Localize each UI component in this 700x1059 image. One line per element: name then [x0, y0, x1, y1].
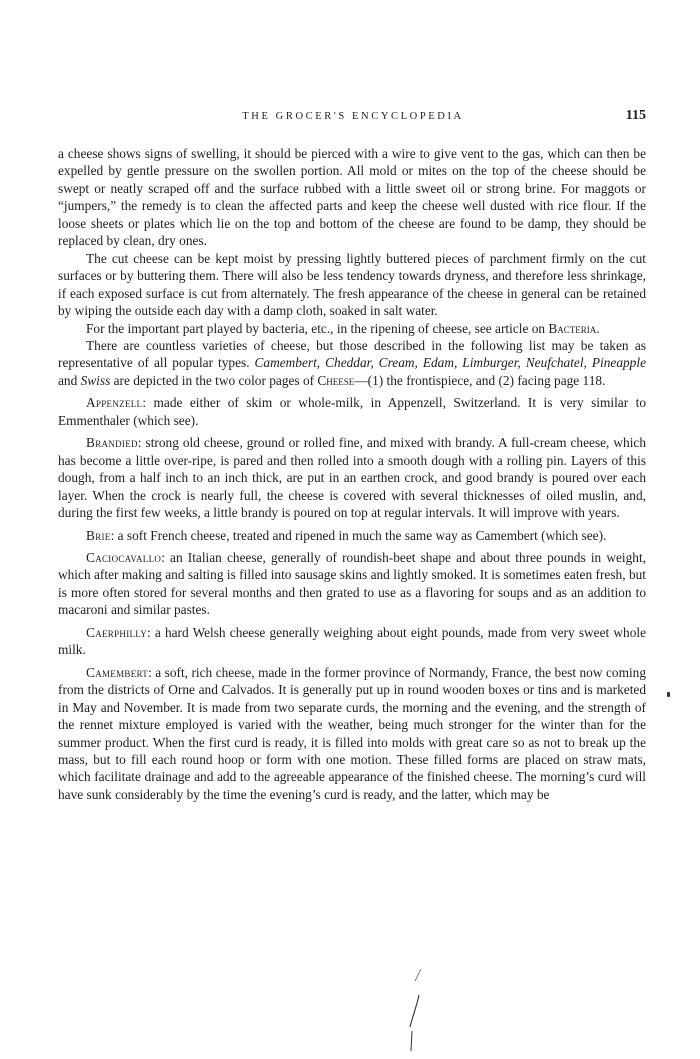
cross-reference-cheese: Cheese	[317, 372, 355, 388]
cheese-type-list: Camembert, Cheddar, Cream, Edam, Limburger, Neufchatel, Pineapple	[254, 355, 646, 371]
intro-paragraph-2: The cut cheese can be kept moist by pressing lightly buttered pieces of parchment firmly on the cut surfaces or by buttering them. There will also be less tendency towards dryness, and therefore less shrinkage, if each exposed surface is cut from alternately. The fresh appearance of the cheese in general can be retained by wiping the outside each day with a damp cloth, soaked in salt water.	[58, 250, 646, 319]
pencil-scribble	[395, 965, 435, 1055]
entry-camembert	[58, 664, 646, 804]
intro-p3-end: .	[596, 320, 600, 336]
intro-paragraph-1: a cheese shows signs of swelling, it should be pierced with a wire to give vent to the gas, which can then be expelled by gentle pressure on the swollen portion. All mold or mites on the top of the cheese should be swept or neatly scraped off and the surface rubbed with a little sweet oil or strong brine. For maggots or “jumpers,” the remedy is to clean the affected parts and keep the cheese well dusted with rice flour. If the loose sheets or plates which lie on the top and bottom of the cheese are found to be damp, they should be replaced by clean, dry ones.	[58, 146, 646, 249]
body-text	[58, 145, 646, 803]
intro-p3-text: For the important part played by bacteria, etc., in the ripening of cheese, see article on	[86, 320, 549, 336]
entry-appenzell	[58, 394, 646, 429]
running-head	[58, 108, 648, 128]
entry-term: Camembert	[86, 664, 149, 680]
entry-text: : a hard Welsh cheese generally weighing about eight pounds, made from very sweet whole milk.	[58, 624, 646, 658]
entry-term: Caerphilly	[86, 624, 147, 640]
cross-reference-bacteria: Bacteria	[548, 320, 597, 336]
entry-brie	[58, 527, 646, 544]
entry-text: : a soft, rich cheese, made in the former province of Normandy, France, the best now coming from the districts of Orne and Calvados. It is generally put up in round wooden boxes or tins and is marketed in May and November. It is made from two separate curds, the morning and the evening, and the strength of the rennet mixture employed is varied with the weather, being much stronger for the winter than for the summer product. When the first curd is ready, it is filled into molds with great care so as not to break up the mass, but to fill each round hoop or form with one motion. These filled forms are placed on straw mats, which facilitate drainage and add to the agreeable appearance of the finished cheese. The morning’s curd will have sunk considerably by the time the evening’s curd is ready, and the latter, which may be	[58, 664, 646, 802]
entry-term: Brandied	[86, 435, 138, 451]
intro-p4-end: —(1) the frontispiece, and (2) facing page 118.	[354, 372, 606, 388]
intro-paragraph-4	[58, 337, 646, 389]
entry-term: Caciocavallo	[86, 549, 162, 565]
page-number: 115	[625, 108, 646, 123]
cheese-type-swiss: Swiss	[80, 372, 111, 388]
entry-caciocavallo	[58, 549, 646, 619]
entry-caerphilly	[58, 624, 646, 659]
entry-term: Brie	[86, 527, 111, 543]
entry-text: : strong old cheese, ground or rolled fine, and mixed with brandy. A full-cream cheese, which has become a little over-ripe, is pared and then rolled into a smooth dough with a rolling pin. Layers of this dough, from a half inch to an inch thick, are put in an earthen crock, and good brandy is poured over each layer. When the crock is nearly full, the cheese is covered with several thicknesses of oiled muslin, and, during the first few weeks, a little brandy is poured on top at regular intervals. It will improve with years.	[58, 435, 646, 521]
entry-text: : a soft French cheese, treated and ripened in much the same way as Camembert (which see).	[110, 527, 607, 543]
intro-p4-middle: are depicted in the two color pages of	[110, 372, 318, 388]
margin-mark	[667, 692, 670, 697]
running-title: THE GROCER'S ENCYCLOPEDIA	[242, 111, 464, 122]
entry-text: : made either of skim or whole-milk, in Appenzell, Switzerland. It is very similar to Emmenthaler (which see).	[58, 395, 646, 428]
intro-p4-text: There are countless varieties of cheese, but those described in the following list may be taken as representative of all popular types.	[58, 337, 646, 371]
entry-term: Appenzell	[86, 395, 143, 411]
entry-brandied	[58, 434, 646, 521]
intro-p4-and: and	[58, 372, 81, 388]
entry-text: : an Italian cheese, generally of roundish-beet shape and about three pounds in weight, which after making and salting is filled into sausage skins and lightly smoked. It is sometimes eaten fresh, but is more often stored for several months and then grated to use as a flavoring for soups and as an addition to macaroni and similar pastes.	[58, 549, 646, 618]
intro-paragraph-3	[58, 320, 646, 337]
